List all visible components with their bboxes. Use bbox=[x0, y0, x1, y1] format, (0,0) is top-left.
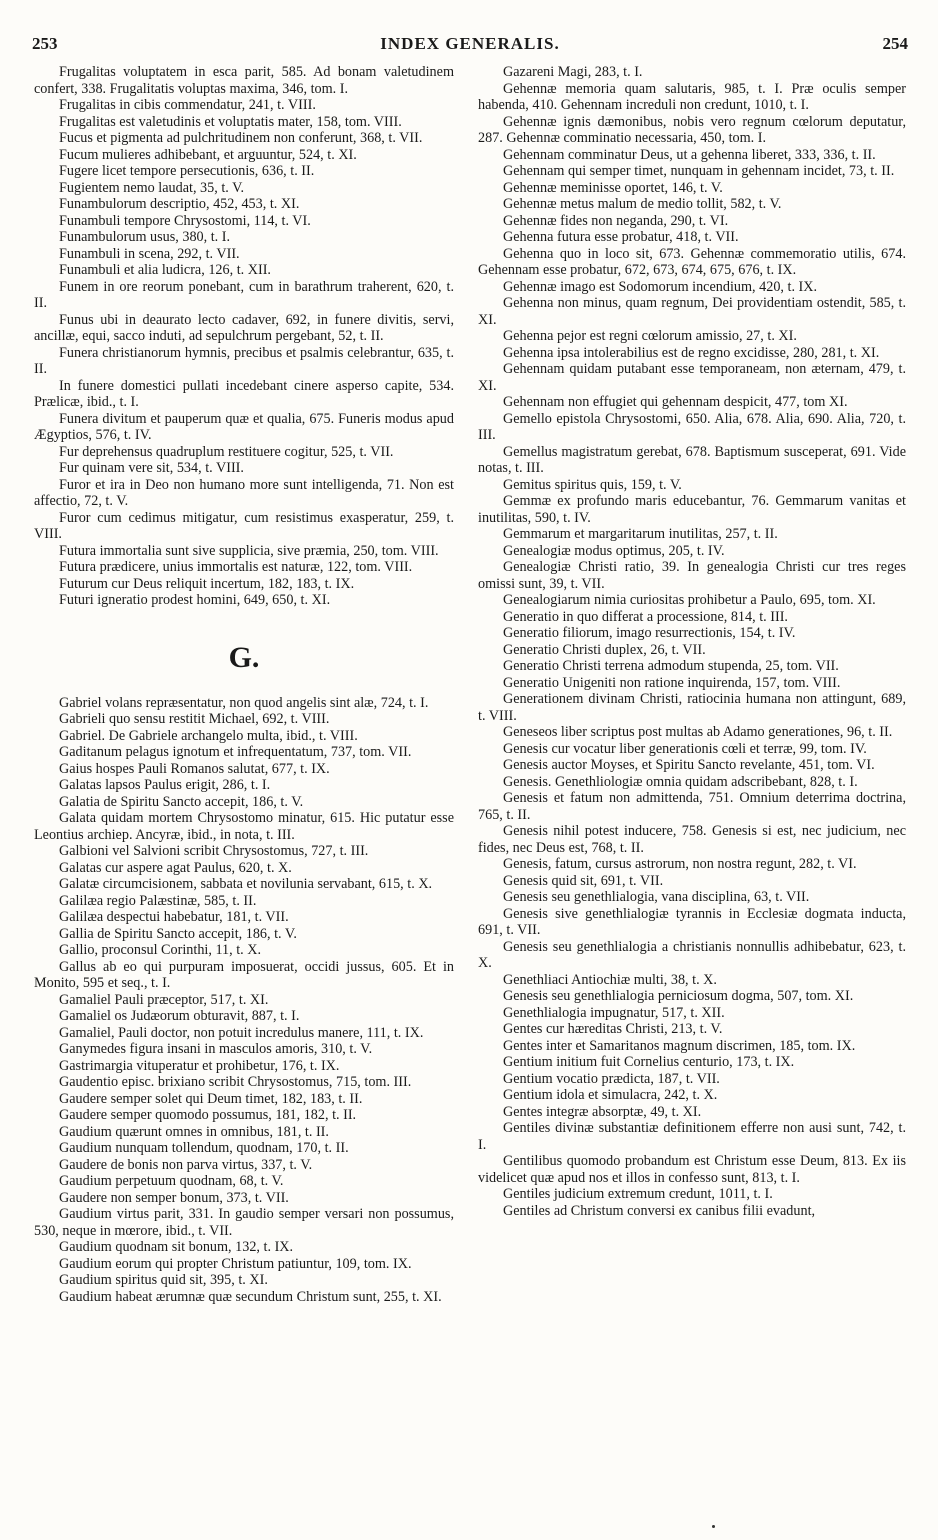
index-entry: Gaudium eorum qui propter Christum patiuntur, 109, tom. IX. bbox=[59, 1255, 412, 1272]
ink-speck bbox=[712, 1525, 715, 1528]
index-entry: Gaudium nunquam tollendum, quodnam, 170, t. II. bbox=[59, 1140, 349, 1156]
index-entry: Gaudere semper solet qui Deum timet, 182, 183, t. II. bbox=[59, 1090, 363, 1107]
index-entry: Funambuli in scena, 292, t. VII. bbox=[59, 245, 240, 262]
index-entry: Gehennam non effugiet qui gehennam despicit, 477, tom XI. bbox=[503, 394, 848, 410]
index-entry: Futura immortalia sunt sive supplicia, sive præmia, 250, tom. VIII. bbox=[59, 542, 439, 559]
index-entry: Fugientem nemo laudat, 35, t. V. bbox=[59, 179, 245, 196]
index-entry: Funambulorum usus, 380, t. I. bbox=[59, 229, 231, 245]
index-entry: Furor cum cedimus mitigatur, cum resistimus exasperatur, 259, t. VIII. bbox=[34, 509, 454, 542]
index-entry: Generatio filiorum, imago resurrectionis, 154, t. IV. bbox=[503, 625, 796, 641]
index-entry: Gentiles divinæ substantiæ definitionem efferre non ausi sunt, 742, t. I. bbox=[478, 1120, 906, 1153]
index-entry: Gaudium quærunt omnes in omnibus, 181, t. II. bbox=[59, 1123, 329, 1140]
index-entry: Geneseos liber scriptus post multas ab Adamo generationes, 96, t. II. bbox=[503, 724, 893, 740]
index-entry: Gabriel volans repræsentatur, non quod angelis sint alæ, 724, t. I. bbox=[59, 694, 429, 711]
index-entry: Funem in ore reorum ponebant, cum in barathrum traherent, 620, t. II. bbox=[34, 278, 454, 311]
index-entry: Gehennæ ignis dæmonibus, nobis vero regnum cœlorum deputatur, 287. Gehennæ comminatio necessaria, 450, tom. I. bbox=[478, 113, 906, 146]
right-column bbox=[478, 64, 906, 1219]
index-entry: Genesis quid sit, 691, t. VII. bbox=[503, 872, 664, 889]
running-title: INDEX GENERALIS. bbox=[380, 34, 560, 53]
page-header bbox=[32, 34, 908, 56]
index-entry: In funere domestici pullati incedebant cinere asperso capite, 534. Prælicæ, ibid., t. I. bbox=[34, 377, 454, 410]
index-entry: Genethliaci Antiochiæ multi, 38, t. X. bbox=[503, 971, 717, 988]
index-entry: Gemello epistola Chrysostomi, 650. Alia, 678. Alia, 690. Alia, 720, t. III. bbox=[478, 410, 906, 443]
index-entry: Genesis seu genethlialogia a christianis nonnullis adhibebatur, 623, t. X. bbox=[478, 938, 906, 971]
index-entry: Genesis cur vocatur liber generationis cœli et terræ, 99, tom. IV. bbox=[503, 740, 867, 757]
index-entry: Gallio, proconsul Corinthi, 11, t. X. bbox=[59, 942, 262, 958]
index-entry: Gabriel. De Gabriele archangelo multa, ibid., t. VIII. bbox=[59, 727, 358, 744]
index-entry: Gehennam comminatur Deus, ut a gehenna liberet, 333, 336, t. II. bbox=[503, 146, 876, 163]
index-entry: Genesis seu genethlialogia, vana disciplina, 63, t. VII. bbox=[503, 889, 810, 905]
entries-f bbox=[34, 64, 454, 609]
index-entry: Gentiles ad Christum conversi ex canibus filii evadunt, bbox=[503, 1202, 816, 1219]
index-entry: Galata quidam mortem Chrysostomo minatur, 615. Hic putatur esse Leontius archiep. Ancyræ, ibid., in nota, t. III. bbox=[34, 810, 454, 843]
index-entry: Gamaliel, Pauli doctor, non potuit incredulus manere, 111, t. IX. bbox=[59, 1024, 424, 1041]
index-entry: Gentiles judicium extremum credunt, 1011, t. I. bbox=[503, 1186, 773, 1202]
index-entry: Gaudium virtus parit, 331. In gaudio semper versari non possumus, 530, neque in mœrore, ibid., t. VII. bbox=[34, 1206, 454, 1239]
index-entry: Funus ubi in deaurato lecto cadaver, 692, in funere divitis, servi, ancillæ, equi, sacco induti, ad sepulchrum pergebant, 52, t. II. bbox=[34, 311, 454, 344]
index-entry: Genesis auctor Moyses, et Spiritu Sancto revelante, 451, tom. VI. bbox=[503, 757, 875, 773]
index-entry: Gamaliel Pauli præceptor, 517, t. XI. bbox=[59, 991, 269, 1008]
index-entry: Fucus et pigmenta ad pulchritudinem non conferunt, 368, t. VII. bbox=[59, 130, 423, 146]
index-entry: Gehennam quidam putabant esse temporaneam, non æternam, 479, t. XI. bbox=[478, 361, 906, 394]
index-entry: Gaius hospes Pauli Romanos salutat, 677, t. IX. bbox=[59, 760, 330, 777]
index-entry: Gentes cur hæreditas Christi, 213, t. V. bbox=[503, 1021, 723, 1037]
page-number-left: 253 bbox=[32, 34, 58, 53]
index-entry: Gaudium habeat ærumnæ quæ secundum Christum sunt, 255, t. XI. bbox=[59, 1288, 442, 1305]
section-letter-g: G. bbox=[228, 640, 260, 674]
index-entry: Gemitus spiritus quis, 159, t. V. bbox=[503, 476, 682, 493]
index-entry: Generationem divinam Christi, ratiocinia humana non attingunt, 689, t. VIII. bbox=[478, 691, 906, 724]
index-entry: Genesis sive genethlialogiæ tyrannis in Ecclesiæ dogmata inducta, 691, t. VII. bbox=[478, 905, 906, 938]
index-entry: Furor et ira in Deo non humano more sunt intelligenda, 71. Non est affectio, 72, t. V. bbox=[34, 476, 454, 509]
index-entry: Gamaliel os Judæorum obturavit, 887, t. I. bbox=[59, 1008, 300, 1024]
index-entry: Fugere licet tempore persecutionis, 636, t. II. bbox=[59, 163, 315, 179]
index-entry: Gentium initium fuit Cornelius centurio, 173, t. IX. bbox=[503, 1054, 795, 1070]
index-entry: Fur quinam vere sit, 534, t. VIII. bbox=[59, 460, 244, 476]
index-entry: Fur deprehensus quadruplum restituere cogitur, 525, t. VII. bbox=[59, 443, 394, 460]
index-entry: Gehennæ metus malum de medio tollit, 582, t. V. bbox=[503, 196, 782, 212]
index-entry: Frugalitas in cibis commendatur, 241, t. VIII. bbox=[59, 97, 316, 113]
index-entry: Genesis, fatum, cursus astrorum, non nostra regunt, 282, t. VI. bbox=[503, 856, 857, 872]
index-entry: Generatio Unigeniti non ratione inquirenda, 157, tom. VIII. bbox=[503, 674, 841, 691]
index-entry: Genesis seu genethlialogia perniciosum dogma, 507, tom. XI. bbox=[503, 988, 854, 1004]
index-entry: Gaudentio episc. brixiano scribit Chrysostomus, 715, tom. III. bbox=[59, 1074, 412, 1090]
left-column bbox=[34, 64, 454, 1305]
index-entry: Gentilibus quomodo probandum est Christum esse Deum, 813. Ex iis videlicet quæ apud nos et illos in confesso sunt, 813, t. I. bbox=[478, 1153, 906, 1186]
index-entry: Genealogiæ Christi ratio, 39. In genealogia Christi cur tres reges omissi sunt, 39, t. VII. bbox=[478, 559, 906, 592]
index-entry: Gallus ab eo qui purpuram imposuerat, occidi jussus, 605. Et in Monito, 595 et seq., t. I. bbox=[34, 958, 454, 991]
index-entry: Futuri igneratio prodest homini, 649, 650, t. XI. bbox=[59, 592, 331, 608]
index-entry: Funera divitum et pauperum quæ et qualia, 675. Funeris modus apud Ægyptios, 576, t. IV. bbox=[34, 410, 454, 443]
index-entry: Gastrimargia vituperatur et prohibetur, 176, t. IX. bbox=[59, 1057, 340, 1074]
index-entry: Gehennæ meminisse oportet, 146, t. V. bbox=[503, 179, 723, 196]
entries-g-left bbox=[34, 695, 454, 1306]
index-entry: Generatio in quo differat a processione, 814, t. III. bbox=[503, 608, 788, 625]
index-entry: Futurum cur Deus reliquit incertum, 182, 183, t. IX. bbox=[59, 575, 355, 592]
index-entry: Galilæa despectui habebatur, 181, t. VII. bbox=[59, 909, 289, 925]
index-entry: Gehennam qui semper timet, nunquam in gehennam incidet, 73, t. II. bbox=[503, 163, 895, 179]
index-entry: Galatæ circumcisionem, sabbata et novilunia servabant, 615, t. X. bbox=[59, 876, 433, 892]
index-entry: Galilæa regio Palæstinæ, 585, t. II. bbox=[59, 892, 257, 909]
index-entry: Fucum mulieres adhibebant, et arguuntur, 524, t. XI. bbox=[59, 146, 357, 163]
index-entry: Gaudere semper quomodo possumus, 181, 182, t. II. bbox=[59, 1107, 357, 1123]
index-entry: Gehennæ imago est Sodomorum incendium, 420, t. IX. bbox=[503, 278, 818, 295]
index-entry: Gehennæ fides non neganda, 290, t. VI. bbox=[503, 212, 729, 229]
index-entry: Gaudium quodnam sit bonum, 132, t. IX. bbox=[59, 1239, 294, 1255]
index-entry: Gentium vocatio prædicta, 187, t. VII. bbox=[503, 1070, 720, 1087]
index-entry: Galatia de Spiritu Sancto accepit, 186, t. V. bbox=[59, 793, 304, 810]
index-entry: Genesis nihil potest inducere, 758. Genesis si est, nec judicium, nec fides, nec Deus est, 768, t. II. bbox=[478, 823, 906, 856]
index-entry: Gentes inter et Samaritanos magnum discrimen, 185, tom. IX. bbox=[503, 1037, 856, 1054]
index-entry: Gazareni Magi, 283, t. I. bbox=[503, 64, 643, 80]
index-entry: Gemellus magistratum gerebat, 678. Baptismum susceperat, 691. Vide notas, t. III. bbox=[478, 443, 906, 476]
index-entry: Genesis et fatum non admittenda, 751. Omnium deterrima doctrina, 765, t. II. bbox=[478, 790, 906, 823]
index-entry: Gemmæ ex profundo maris educebantur, 76. Gemmarum vanitas et inutilitas, 590, t. IV. bbox=[478, 493, 906, 526]
index-entry: Galatas lapsos Paulus erigit, 286, t. I. bbox=[59, 777, 271, 793]
index-entry: Frugalitas est valetudinis et voluptatis mater, 158, tom. VIII. bbox=[59, 113, 402, 130]
index-entry: Gabrieli quo sensu restitit Michael, 692, t. VIII. bbox=[59, 711, 330, 727]
index-entry: Gehenna non minus, quam regnum, Dei providentiam ostendit, 585, t. XI. bbox=[478, 295, 906, 328]
index-entry: Genealogiarum nimia curiositas prohibetur a Paulo, 695, tom. XI. bbox=[503, 592, 876, 608]
page-number-right: 254 bbox=[882, 34, 908, 53]
index-entry: Gentes integræ absorptæ, 49, t. XI. bbox=[503, 1103, 702, 1120]
index-entry: Galbioni vel Salvioni scribit Chrysostomus, 727, t. III. bbox=[59, 843, 369, 859]
entries-g-right bbox=[478, 64, 906, 1219]
index-entry: Genealogiæ modus optimus, 205, t. IV. bbox=[503, 542, 725, 559]
index-entry: Genethlialogia impugnatur, 517, t. XII. bbox=[503, 1004, 725, 1021]
index-entry: Funambuli et alia ludicra, 126, t. XII. bbox=[59, 262, 271, 278]
index-entry: Gehenna pejor est regni cœlorum amissio, 27, t. XI. bbox=[503, 328, 797, 344]
index-entry: Galatas cur aspere agat Paulus, 620, t. X. bbox=[59, 859, 292, 876]
index-entry: Gallia de Spiritu Sancto accepit, 186, t. V. bbox=[59, 925, 297, 942]
index-entry: Genesis. Genethliologiæ omnia quidam adscribebant, 828, t. I. bbox=[503, 773, 858, 790]
index-entry: Gemmarum et margaritarum inutilitas, 257, t. II. bbox=[503, 526, 778, 542]
index-entry: Funambuli tempore Chrysostomi, 114, t. VI. bbox=[59, 212, 311, 229]
index-entry: Gehenna quo in loco sit, 673. Gehennæ commemoratio utilis, 674. Gehennam esse probatur, 672, 673, 674, 675, 676, t. IX. bbox=[478, 245, 906, 278]
index-entry: Frugalitas voluptatem in esca parit, 585. Ad bonam valetudinem confert, 338. Frugalitatis voluptas maxima, 346, tom. I. bbox=[34, 64, 454, 97]
index-entry: Gehenna futura esse probatur, 418, t. VII. bbox=[503, 229, 739, 245]
index-entry: Gehennæ memoria quam salutaris, 985, t. I. Præ oculis semper habenda, 410. Gehennam increduli non credunt, 1010, t. I. bbox=[478, 80, 906, 113]
index-entry: Gehenna ipsa intolerabilius est de regno excidisse, 280, 281, t. XI. bbox=[503, 344, 880, 361]
index-entry: Gaudere non semper bonum, 373, t. VII. bbox=[59, 1189, 289, 1206]
index-entry: Ganymedes figura insani in masculos amoris, 310, t. V. bbox=[59, 1041, 373, 1057]
index-entry: Generatio Christi duplex, 26, t. VII. bbox=[503, 641, 706, 658]
index-entry: Gaditanum pelagus ignotum et infrequentatum, 737, tom. VII. bbox=[59, 744, 412, 760]
index-entry: Funera christianorum hymnis, precibus et psalmis celebrantur, 635, t. II. bbox=[34, 344, 454, 377]
index-entry: Funambulorum descriptio, 452, 453, t. XI. bbox=[59, 196, 300, 212]
index-entry: Gaudium perpetuum quodnam, 68, t. V. bbox=[59, 1173, 284, 1189]
index-entry: Gaudium spiritus quid sit, 395, t. XI. bbox=[59, 1272, 268, 1288]
index-entry: Futura prædicere, unius immortalis est naturæ, 122, tom. VIII. bbox=[59, 559, 413, 575]
index-entry: Gentium idola et simulacra, 242, t. X. bbox=[503, 1087, 718, 1103]
index-entry: Gaudere de bonis non parva virtus, 337, t. V. bbox=[59, 1156, 313, 1173]
index-entry: Generatio Christi terrena admodum stupenda, 25, tom. VII. bbox=[503, 658, 839, 674]
